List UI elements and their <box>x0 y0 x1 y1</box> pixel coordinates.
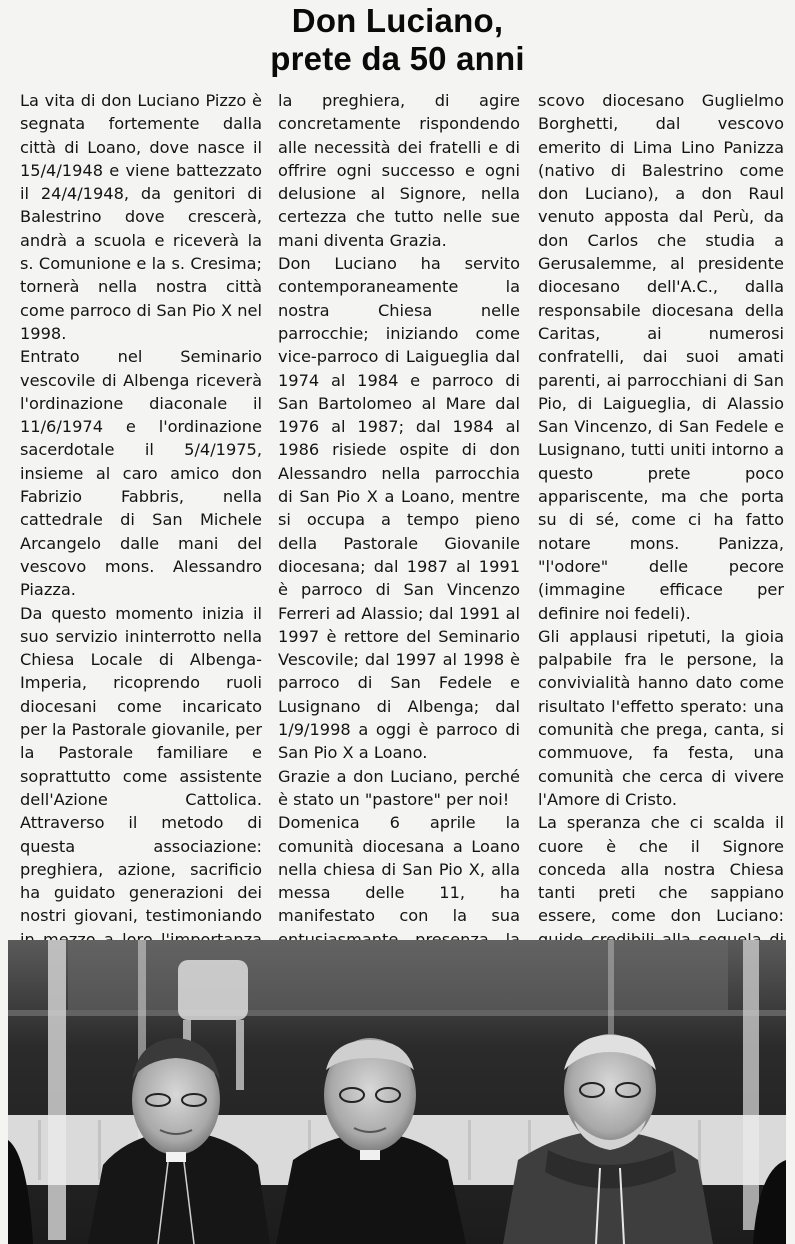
paragraph: Don Luciano ha servito contemporaneamente la nostra Chiesa nelle parrocchie; iniziando come vice-parroco di Laigueglia dal 1974 al 1984 e parroco di San Bartolomeo al Mare dal 1976 al 1987; dal 1984 al 1986 risiede ospite di don Alessandro nella parrocchia di San Pio X a Loano, mentre si occupa a tempo pieno della Pastorale Giovanile diocesana; dal 1987 al 1991 è parroco di San Vincenzo Ferreri ad Alassio; dal 1991 al 1997 è rettore del Seminario Vescovile; dal 1997 al 1998 è parroco di San Fedele e Lusignano di Albenga; dal 1/9/1998 a oggi è parroco di San Pio X a Loano. <box>278 254 520 763</box>
paragraph: la preghiera, di agire concretamente rispondendo alle necessità dei fratelli e di offrire ogni successo e ogni delusione al Signore, nella certezza che tutto nelle sue mani diventa Grazia. <box>278 91 520 250</box>
column-2 <box>278 89 520 998</box>
column-3 <box>538 89 784 1021</box>
paragraph: Da questo momento inizia il suo servizio ininterrotto nella Chiesa Locale di Albenga-Imperia, ricoprendo ruoli diocesani come incaricato per la Pastorale giovanile, per la Pastorale familiare e soprattutto come assistente dell'Azione Cattolica. Attraverso il metodo di questa associazione: preghiera, azione, sacrificio ha guidato generazioni dei nostri giovani, testimoniando <box>20 603 262 926</box>
headline-line-2: prete da 50 anni <box>270 40 525 77</box>
article-body <box>20 89 782 929</box>
paragraph: Grazie a don Luciano, perché è stato un "pastore" per noi! <box>278 766 520 809</box>
headline-line-1: Don Luciano, <box>291 2 504 39</box>
paragraph: Entrato nel Seminario vescovile di Albenga riceverà l'ordinazione diaconale il 11/6/1974 e l'ordinazione sacerdotale il 5/4/1975, insieme al caro amico don Fabrizio Fabbris, nella cattedrale di San Michele Arcangelo dalle mani del vescovo mons. Alessandro Piazza. <box>20 347 262 600</box>
paragraph: La vita di don Luciano Pizzo è segnata fortemente dalla città di Loano, dove nasce il 15/4/1948 e viene battezzato il 24/4/1948, da genitori di Balestrino dove crescerà, andrà a scuola e riceverà la s. Comunione e la s. Cresima; tornerà nella nostra città come parroco di San Pio X nel 1998. <box>20 91 262 343</box>
article-photo <box>8 940 786 1244</box>
photo-three-priests <box>8 940 786 1244</box>
article-headline <box>0 2 795 78</box>
paragraph: La speranza che ci scalda il cuore è che il Signore conceda alla nostra Chiesa tanti preti che sappiano essere, come don Luciano: <box>538 813 784 926</box>
paragraph: Domenica 6 aprile la comunità diocesana a Loano nella chiesa di San Pio X, alla messa delle 11, ha manifestato con la sua <box>278 813 520 926</box>
paragraph: Gli applausi ripetuti, la gioia palpabile fra le persone, la convivialità hanno dato come risultato l'effetto sperato: una comunità che prega, canta, si commuove, fa festa, una comunità che cerca di vivere l'Amore di Cristo. <box>538 626 784 809</box>
paragraph: scovo diocesano Guglielmo Borghetti, dal vescovo emerito di Lima Lino Panizza (nativo di Balestrino come don Luciano), a don Raul venuto apposta dal Perù, da don Carlos che studia a Gerusalemme, al presidente diocesano dell'A.C., dalla responsabile diocesana della Caritas, ai numerosi confratelli, dai suoi amati parenti, ai parrocchiani di San Pio, di Laigueglia, di Alassio San Vincenzo, di San Fedele e Lusignano, tutti uniti intorno a questo prete poco appariscente, ma che porta su di sé, come ci ha fatto notare mons. Panizza, "l'odore" delle pecore (immagine efficace per definire noi fedeli). <box>538 91 784 623</box>
column-1 <box>20 89 262 998</box>
